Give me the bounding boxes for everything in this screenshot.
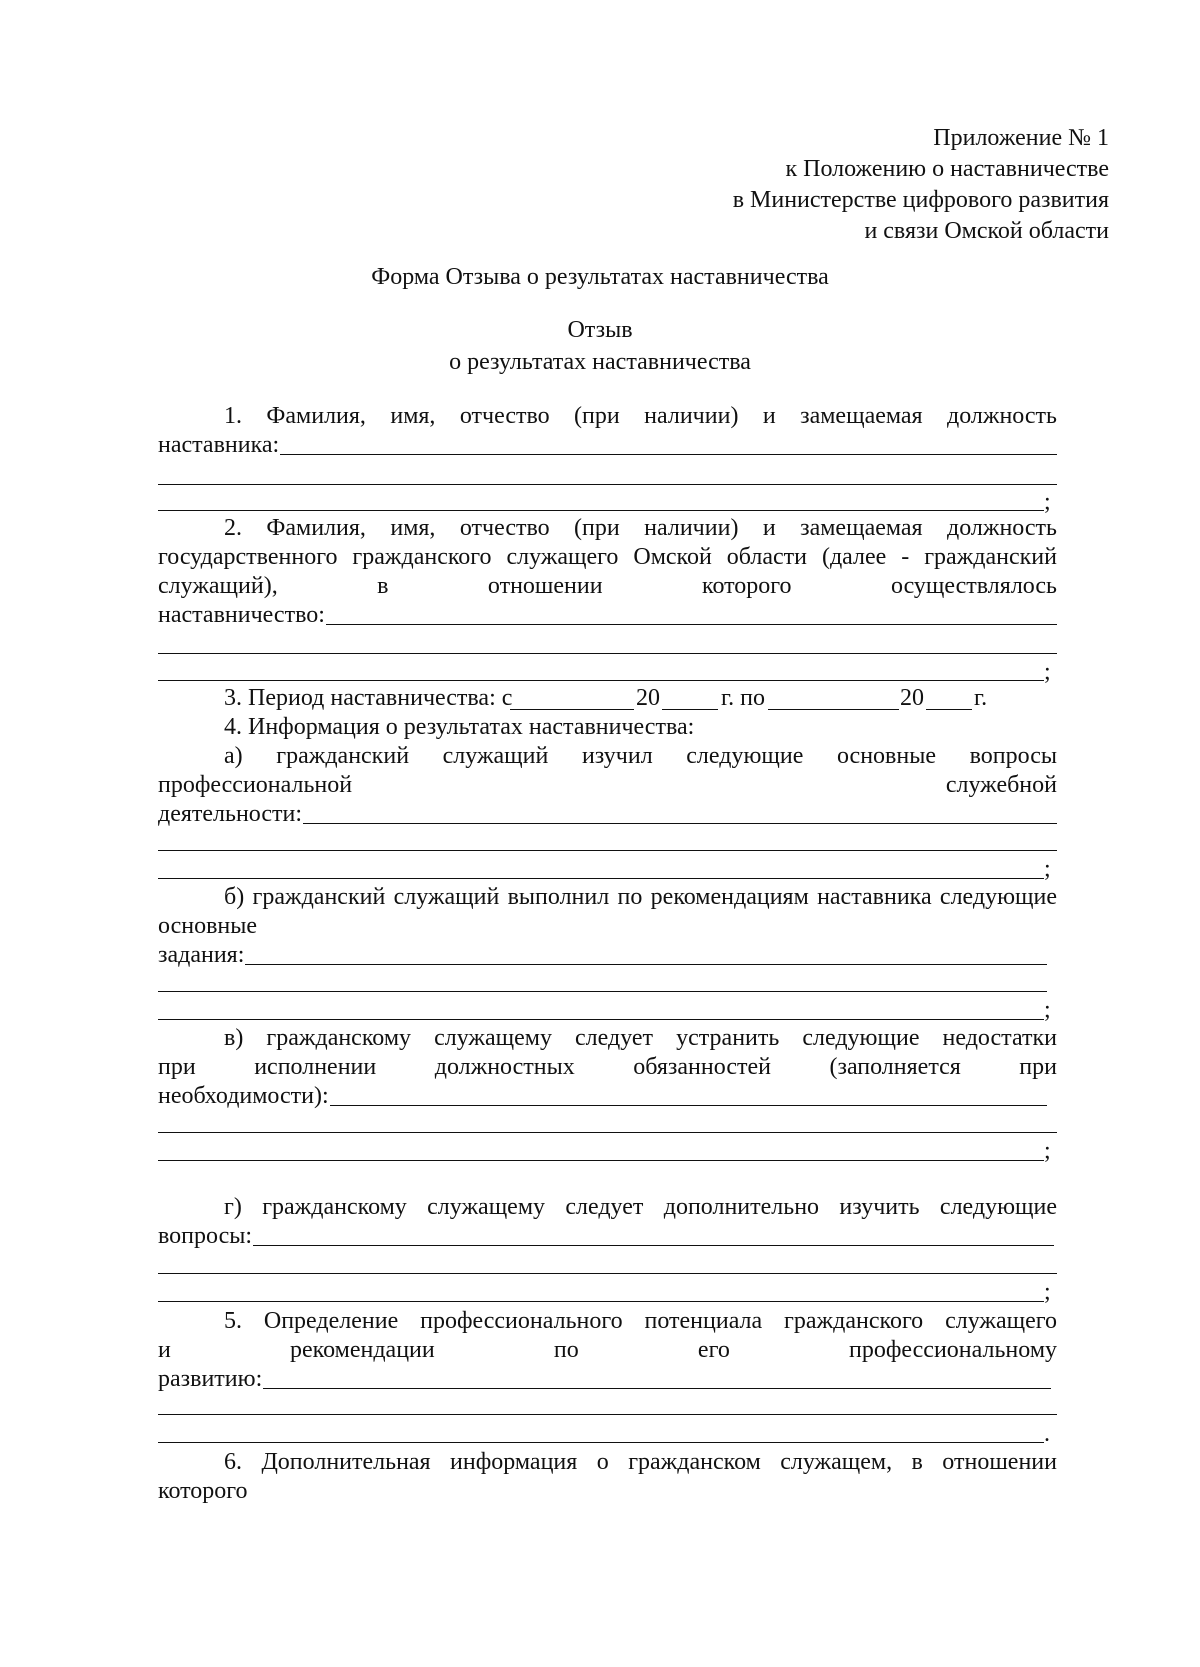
blank-line <box>158 680 1044 681</box>
section-5-field[interactable] <box>158 1365 1051 1394</box>
line-end-mark: ; <box>1044 489 1051 515</box>
line-end-mark: . <box>1044 1421 1050 1447</box>
blank-line <box>158 510 1044 511</box>
line-end-mark: ; <box>1044 1279 1051 1305</box>
blank-line <box>326 624 1057 625</box>
section-4a-field[interactable] <box>158 800 1057 829</box>
section-2-text: 2. Фамилия, имя, отчество (при наличии) и замещаемая должность <box>224 515 1057 541</box>
section-5-text: 5. Определение профессионального потенциала гражданского служащего <box>224 1308 1057 1334</box>
section-4v-field[interactable] <box>158 1082 1047 1111</box>
blank-line <box>158 878 1044 879</box>
section-4v-text: при исполнении должностных обязанностей (заполняется при <box>158 1054 1057 1080</box>
appendix-ref-line: и связи Омской области <box>864 218 1109 244</box>
section-3-prefix: 3. Период наставничества: с <box>224 685 513 711</box>
line-end-mark: ; <box>1044 856 1051 882</box>
section-2-text: служащий), в отношении которого осуществлялось <box>158 573 1057 599</box>
blank-line <box>158 1414 1057 1415</box>
period-end-day-field[interactable] <box>768 709 899 710</box>
period-end-year-field[interactable] <box>926 709 972 710</box>
section-4b-text: основные <box>158 913 258 939</box>
blank-line <box>158 1160 1044 1161</box>
field-label: деятельности: <box>158 801 303 827</box>
line-end-mark: ; <box>1044 659 1051 685</box>
section-4-title: 4. Информация о результатах наставничества: <box>224 714 695 740</box>
blank-line <box>158 1132 1057 1133</box>
section-3-suffix: г. <box>974 685 988 711</box>
appendix-number: Приложение № 1 <box>933 125 1109 151</box>
blank-line <box>158 991 1047 992</box>
document-title-line: о результатах наставничества <box>449 349 751 375</box>
blank-line <box>263 1388 1051 1389</box>
blank-line <box>303 823 1057 824</box>
blank-line <box>158 850 1057 851</box>
blank-line <box>330 1105 1047 1106</box>
section-4a-text: профессиональной служебной <box>158 772 1057 798</box>
appendix-header <box>733 123 1109 247</box>
blank-line <box>158 1301 1044 1302</box>
field-label: наставника: <box>158 432 280 458</box>
blank-line <box>253 1245 1054 1246</box>
blank-line <box>158 653 1057 654</box>
line-end-mark: ; <box>1044 1138 1051 1164</box>
section-6-text: 6. Дополнительная информация о гражданском служащем, в отношении которого <box>158 1449 1057 1504</box>
period-start-day-field[interactable] <box>510 709 634 710</box>
section-4b-field[interactable] <box>158 941 1047 970</box>
appendix-ref-line: к Положению о наставничестве <box>785 156 1109 182</box>
section-4g-text: г) гражданскому служащему следует дополнительно изучить следующие <box>224 1194 1057 1220</box>
section-5-text: и рекомендации по его профессиональному <box>158 1337 1057 1363</box>
field-label: вопросы: <box>158 1223 253 1249</box>
section-2-field[interactable] <box>158 601 1057 630</box>
section-1-text: 1. Фамилия, имя, отчество (при наличии) и замещаемая должность <box>224 403 1057 429</box>
section-4g-field[interactable] <box>158 1222 1054 1251</box>
document-title <box>0 314 1200 378</box>
section-3-mid: г. по <box>721 685 765 711</box>
section-2-text: государственного гражданского служащего Омской области (далее - гражданский <box>158 544 1057 570</box>
blank-line <box>158 484 1057 485</box>
form-title: Форма Отзыва о результатах наставничества <box>371 264 829 290</box>
period-start-year-field[interactable] <box>662 709 718 710</box>
field-label: развитию: <box>158 1366 263 1392</box>
section-4b-text: б) гражданский служащий выполнил по рекомендациям наставника следующие <box>224 884 1057 910</box>
blank-line <box>158 1019 1044 1020</box>
year-prefix: 20 <box>636 685 660 711</box>
field-label: необходимости): <box>158 1083 329 1109</box>
section-1-field[interactable] <box>158 431 1057 460</box>
blank-line <box>158 1273 1057 1274</box>
field-label: наставничество: <box>158 602 325 628</box>
blank-line <box>245 964 1047 965</box>
blank-line <box>158 1442 1044 1443</box>
field-label: задания: <box>158 942 245 968</box>
section-4v-text: в) гражданскому служащему следует устранить следующие недостатки <box>224 1025 1057 1051</box>
section-4a-text: а) гражданский служащий изучил следующие основные вопросы <box>224 743 1057 769</box>
appendix-ref-line: в Министерстве цифрового развития <box>732 187 1109 213</box>
line-end-mark: ; <box>1044 997 1051 1023</box>
year-prefix: 20 <box>900 685 924 711</box>
blank-line <box>280 454 1057 455</box>
document-title-line: Отзыв <box>567 317 633 343</box>
